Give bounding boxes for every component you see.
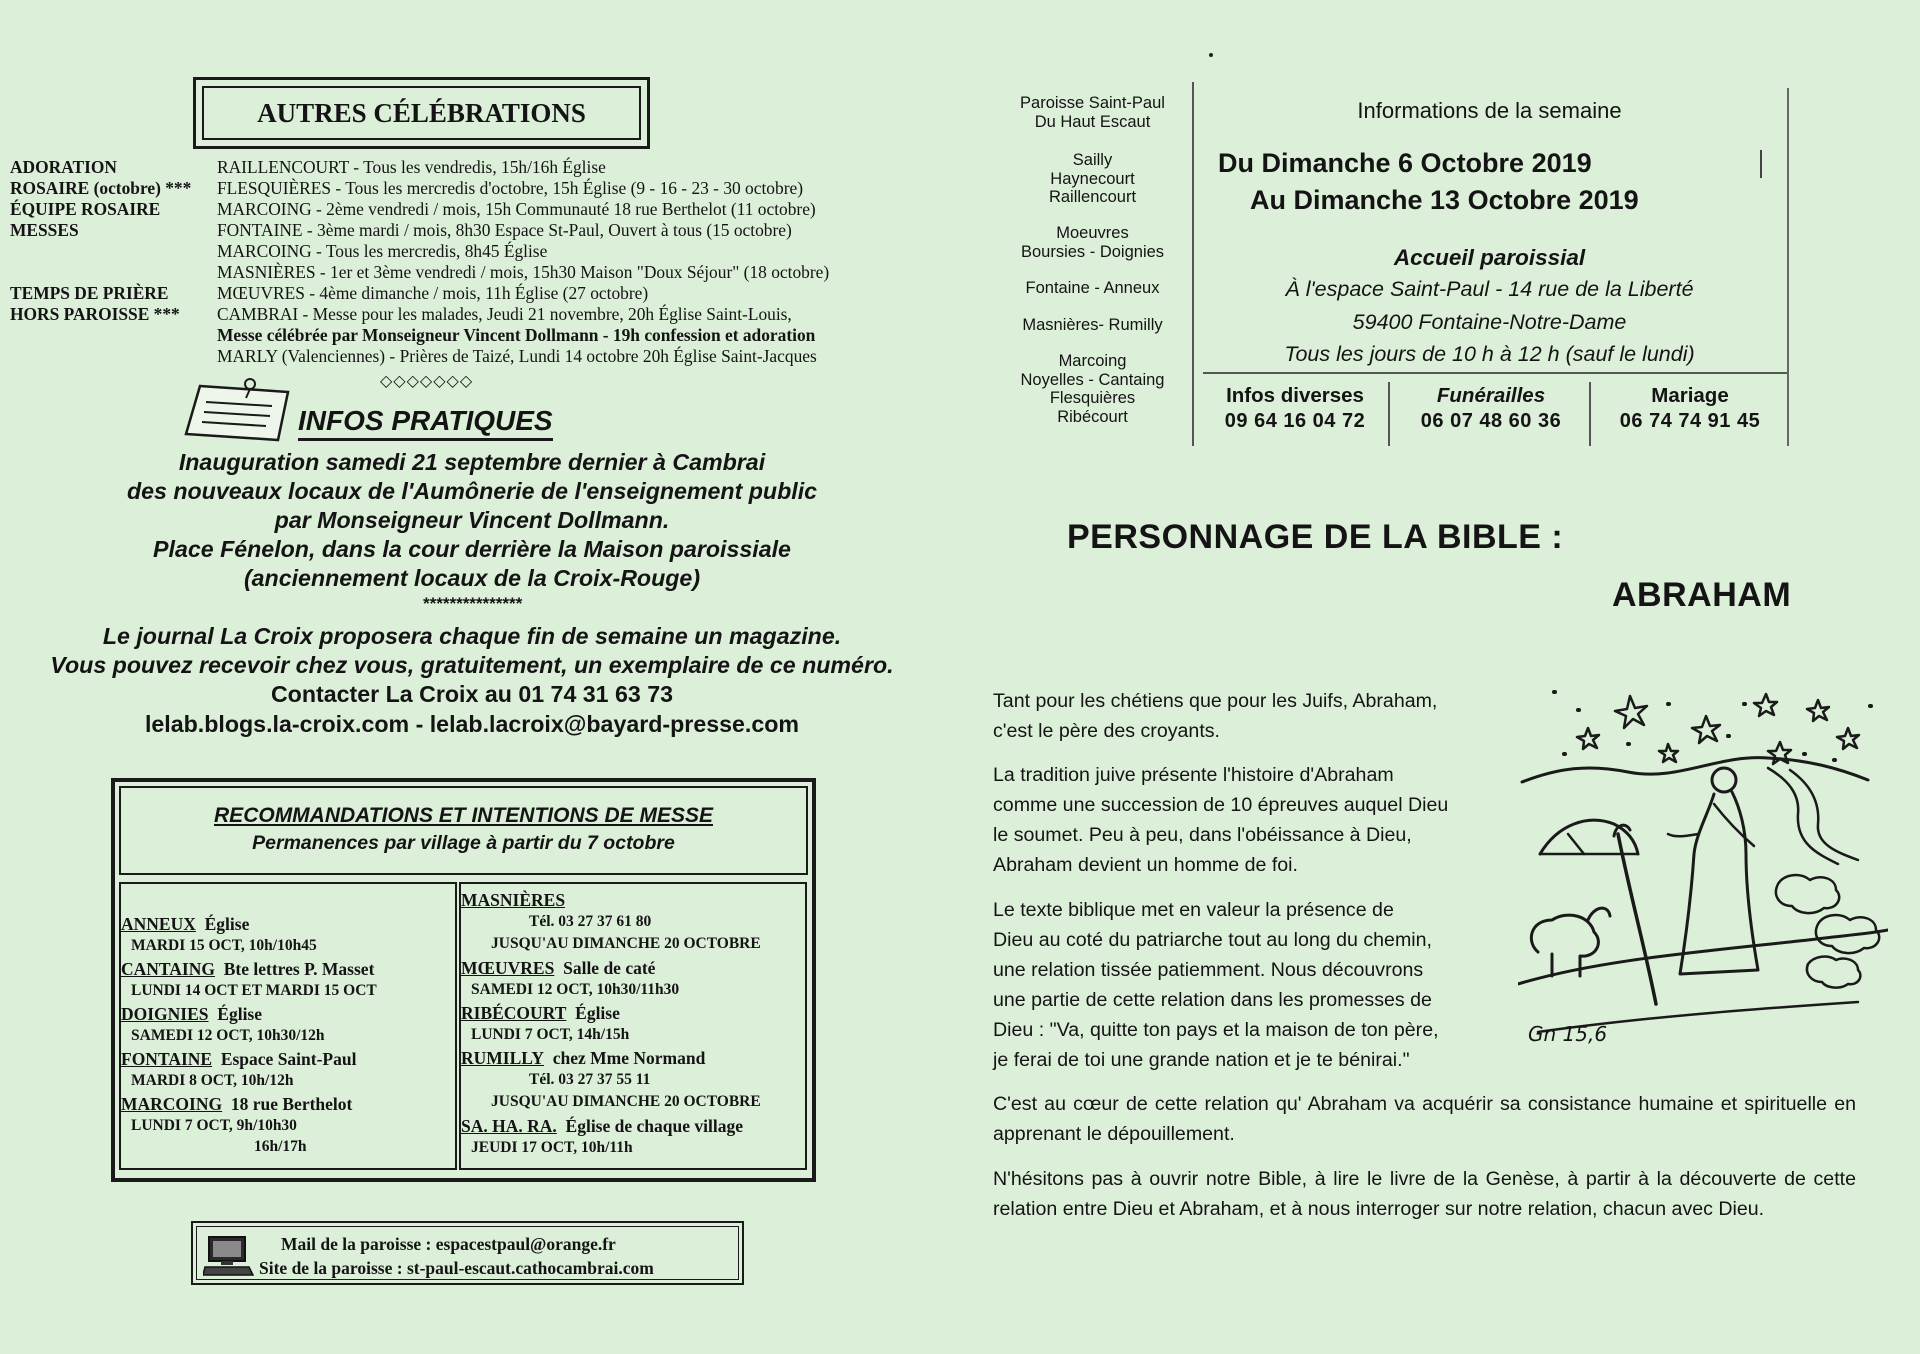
info-line: par Monseigneur Vincent Dollmann. [274, 507, 670, 533]
village-group: Marcoing Noyelles - Cantaing Flesquières Ribécourt [1020, 352, 1165, 426]
text-line: Dieu au coté du patriarche tout au long du chemin, [993, 929, 1432, 951]
village-row [461, 958, 655, 980]
illustration-caption: Gn 15,6 [1528, 1022, 1608, 1046]
event-text: MASNIÈRES - 1er et 3ème vendredi / mois, 15h30 Maison "Doux Séjour" (18 octobre) [217, 262, 830, 282]
village-place: 18 rue Berthelot [230, 1094, 353, 1114]
accueil-hours: Tous les jours de 10 h à 12 h (sauf le lundi) [1284, 342, 1695, 366]
accueil-city: 59400 Fontaine-Notre-Dame [1352, 310, 1627, 334]
village-name: RIBÉCOURT [461, 1003, 567, 1023]
info-line: (anciennement locaux de la Croix-Rouge) [243, 565, 701, 591]
village-row [121, 1004, 262, 1026]
event-row [10, 199, 910, 220]
bible-paragraph-4: C'est au cœur de cette relation qu' Abraham va acquérir sa consistance humaine et spirituelle en apprenant le dépouillement. [993, 1093, 1856, 1145]
event-category: ÉQUIPE ROSAIRE [10, 199, 161, 219]
computer-icon [203, 1235, 255, 1277]
parish-site: Site de la paroisse : st-paul-escaut.cathocambrai.com [259, 1258, 654, 1278]
text-line: je ferai de toi une grande nation et je te bénirai." [993, 1049, 1410, 1071]
bible-paragraph-5: N'hésitons pas à ouvrir notre Bible, à lire le livre de la Genèse, à partir à la découverte de cette relation entre Dieu et Abraham, et à nous interroger sur notre relation, chacun avec Dieu. [993, 1168, 1856, 1220]
village-schedule: JUSQU'AU DIMANCHE 20 OCTOBRE [491, 935, 761, 952]
village-schedule: MARDI 8 OCT, 10h/12h [131, 1072, 294, 1089]
village-place: Église [217, 1004, 263, 1024]
recommandations-box [111, 778, 816, 1182]
event-category: TEMPS DE PRIÈRE [10, 283, 169, 303]
contact-box [191, 1221, 744, 1285]
village-name: DOIGNIES [121, 1004, 209, 1024]
village-place: Espace Saint-Paul [220, 1049, 357, 1069]
contact-divider [1589, 382, 1591, 446]
info-line: Place Fénelon, dans la cour derrière la Maison paroissiale [153, 536, 791, 562]
village-row [121, 959, 374, 981]
text-line: Le texte biblique met en valeur la présence de [993, 899, 1394, 921]
event-text: MARCOING - Tous les mercredis, 8h45 Église [217, 241, 548, 261]
infos-pratiques-title: INFOS PRATIQUES [298, 405, 553, 441]
village-place: chez Mme Normand [552, 1048, 706, 1068]
text-line: une partie de cette relation dans les promesses de [993, 989, 1432, 1011]
village-group: Sailly Haynecourt Raillencourt [1048, 151, 1137, 206]
date-to: Au Dimanche 13 Octobre 2019 [1250, 185, 1639, 215]
bible-paragraph-3 [993, 895, 1439, 1075]
village-schedule: LUNDI 7 OCT, 9h/10h30 [131, 1117, 297, 1134]
recommandations-title: RECOMMANDATIONS ET INTENTIONS DE MESSE [214, 804, 713, 827]
contact-label: Funérailles [1436, 384, 1546, 407]
village-schedule: SAMEDI 12 OCT, 10h30/12h [131, 1027, 325, 1044]
event-category: ROSAIRE (octobre) *** [10, 178, 192, 198]
info-line: Contacter La Croix au 01 74 31 63 73 [270, 681, 674, 707]
event-text: FONTAINE - 3ème mardi / mois, 8h30 Espace St-Paul, Ouvert à tous (15 octobre) [217, 220, 792, 240]
event-text: Messe célébrée par Monseigneur Vincent Dollmann - 19h confession et adoration [217, 325, 816, 345]
event-row [10, 157, 910, 178]
text-line: La tradition juive présente l'histoire d'Abraham [993, 764, 1394, 786]
village-name: CANTAING [121, 959, 215, 979]
village-name: MARCOING [121, 1094, 223, 1114]
village-schedule: MARDI 15 OCT, 10h/10h45 [131, 937, 317, 954]
village-row [461, 1003, 620, 1025]
event-text: MARCOING - 2ème vendredi / mois, 15h Communauté 18 rue Berthelot (11 octobre) [217, 199, 816, 219]
village-row [461, 890, 565, 912]
event-row [10, 304, 910, 325]
village-place: Église [204, 914, 250, 934]
contact-funerailles [1392, 384, 1590, 433]
village-phone: Tél. 03 27 37 61 80 [529, 913, 652, 930]
village-place: Église [575, 1003, 620, 1023]
text-line: une relation tissée patiemment. Nous découvrons [993, 959, 1424, 981]
contact-number: 06 07 48 60 36 [1420, 410, 1562, 432]
event-category: ADORATION [10, 157, 117, 177]
bible-character-name: ABRAHAM [1612, 576, 1792, 614]
village-place: Salle de caté [563, 958, 656, 978]
info-line: Inauguration samedi 21 septembre dernier à Cambrai [178, 449, 766, 475]
contact-number: 06 74 74 91 45 [1619, 410, 1761, 432]
event-text: FLESQUIÈRES - Tous les mercredis d'octobre, 15h Église (9 - 16 - 23 - 30 octobre) [217, 178, 803, 198]
text-line: Dieu : "Va, quitte ton pays et la maison de ton père, [993, 1019, 1439, 1041]
village-schedule: SAMEDI 12 OCT, 10h30/11h30 [471, 981, 680, 998]
abraham-illustration [1518, 684, 1888, 1060]
text-line: c'est le père des croyants. [993, 720, 1221, 742]
village-group: Masnières- Rumilly [1022, 316, 1163, 334]
village-row [121, 1094, 352, 1116]
events-separator: ◇◇◇◇◇◇◇ [380, 373, 474, 390]
event-text: RAILLENCOURT - Tous les vendredis, 15h/16h Église [217, 157, 606, 177]
village-group: Fontaine - Anneux [1025, 279, 1160, 297]
header-divider [1203, 372, 1787, 374]
village-place: Église de chaque village [565, 1116, 743, 1136]
village-name: ANNEUX [121, 914, 196, 934]
village-group: Moeuvres Boursies - Doignies [1020, 224, 1165, 261]
village-row [121, 914, 249, 936]
info-links: lelab.blogs.la-croix.com - lelab.lacroix@bayard-presse.com [144, 711, 800, 737]
permanences-right-column [459, 882, 807, 1170]
autres-celebrations-title-box [193, 77, 650, 149]
event-row [10, 346, 910, 367]
info-line: Vous pouvez recevoir chez vous, gratuitement, un exemplaire de ce numéro. [50, 652, 894, 678]
accueil-address: À l'espace Saint-Paul - 14 rue de la Liberté [1285, 277, 1694, 301]
village-row [121, 1049, 356, 1071]
header-divider [1760, 150, 1762, 178]
info-line: Le journal La Croix proposera chaque fin de semaine un magazine. [102, 623, 842, 649]
contact-mariage [1593, 384, 1787, 433]
contact-infos [1203, 384, 1387, 433]
parish-mail: Mail de la paroisse : espacestpaul@orange.fr [281, 1234, 616, 1254]
village-schedule: LUNDI 14 OCT ET MARDI 15 OCT [131, 982, 377, 999]
village-name: RUMILLY [461, 1048, 544, 1068]
village-row [461, 1048, 705, 1070]
village-name: FONTAINE [121, 1049, 213, 1069]
bible-title: PERSONNAGE DE LA BIBLE : [1067, 518, 1564, 556]
event-text: MARLY (Valenciennes) - Prières de Taizé, Lundi 14 octobre 20h Église Saint-Jacques [217, 346, 817, 366]
village-schedule: JEUDI 17 OCT, 10h/11h [471, 1139, 633, 1156]
event-category: HORS PAROISSE *** [10, 304, 180, 324]
info-semaine-title: Informations de la semaine [1357, 98, 1622, 123]
event-row [10, 262, 910, 283]
event-row [10, 241, 910, 262]
text-line: comme une succession de 10 épreuves auquel Dieu [993, 794, 1449, 816]
text-line: Abraham devient un homme de foi. [993, 854, 1298, 876]
center-dot [1209, 53, 1213, 57]
bible-paragraph-2 [993, 760, 1448, 880]
text-line: le soumet. Peu à peu, dans l'obéissance à Dieu, [993, 824, 1412, 846]
recommandations-subtitle: Permanences par village à partir du 7 octobre [252, 832, 675, 854]
recommandations-header [119, 786, 808, 875]
village-name: SA. HA. RA. [461, 1116, 557, 1136]
event-row [10, 283, 910, 304]
village-schedule: LUNDI 7 OCT, 14h/15h [471, 1026, 630, 1043]
village-name: MASNIÈRES [461, 890, 566, 910]
date-from: Du Dimanche 6 Octobre 2019 [1218, 148, 1592, 178]
contact-label: Mariage [1651, 384, 1729, 407]
village-name: MŒUVRES [461, 958, 555, 978]
village-row [461, 1116, 743, 1138]
village-phone: Tél. 03 27 37 55 11 [529, 1071, 651, 1088]
event-text: CAMBRAI - Messe pour les malades, Jeudi 21 novembre, 20h Église Saint-Louis, [217, 304, 792, 324]
contact-label: Infos diverses [1226, 384, 1364, 407]
event-text: MŒUVRES - 4ème dimanche / mois, 11h Église (27 octobre) [217, 283, 649, 303]
bible-paragraph-1 [993, 686, 1437, 746]
accueil-title: Accueil paroissial [1393, 245, 1586, 270]
contact-divider [1388, 382, 1390, 446]
village-schedule: 16h/17h [254, 1138, 307, 1155]
village-place: Bte lettres P. Masset [223, 959, 375, 979]
permanences-left-column [119, 882, 457, 1170]
contact-number: 09 64 16 04 72 [1224, 410, 1366, 432]
text-line: Tant pour les chétiens que pour les Juifs, Abraham, [993, 690, 1438, 712]
info-line: des nouveaux locaux de l'Aumônerie de l'enseignement public [126, 478, 818, 504]
parish-name: Paroisse Saint-Paul Du Haut Escaut [1020, 94, 1165, 131]
event-row [10, 325, 910, 346]
event-row [10, 220, 910, 241]
notepad-icon [180, 378, 295, 446]
info-separator: *************** [422, 594, 522, 613]
autres-celebrations-title: AUTRES CÉLÉBRATIONS [202, 86, 641, 140]
event-category: MESSES [10, 220, 79, 240]
village-schedule: JUSQU'AU DIMANCHE 20 OCTOBRE [491, 1093, 761, 1110]
event-row [10, 178, 910, 199]
header-divider [1787, 88, 1789, 446]
